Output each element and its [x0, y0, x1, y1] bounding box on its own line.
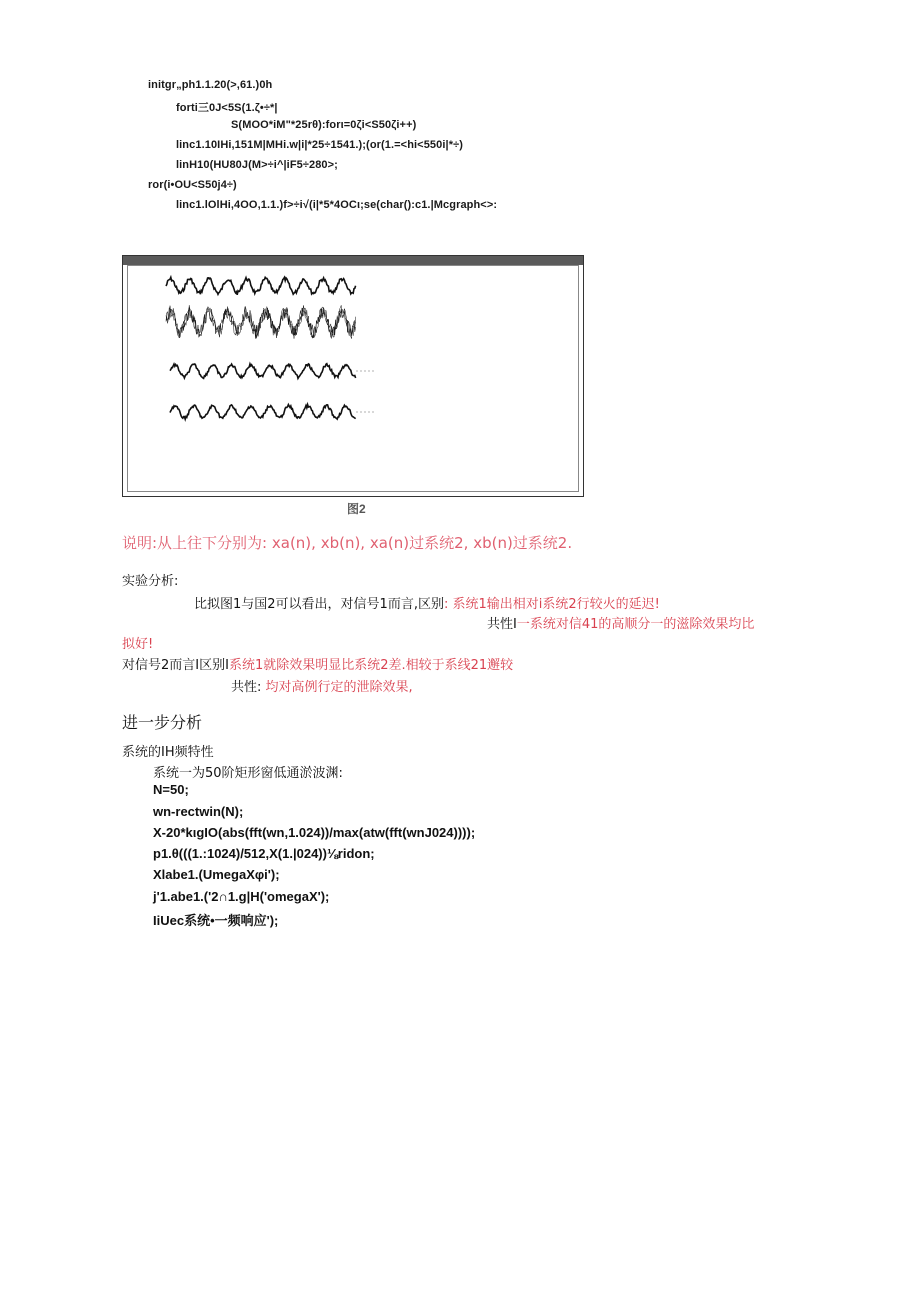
code-line-5: linH10(HU80J(M>÷i^|iF5÷280>;: [176, 159, 338, 171]
window-titlebar: [123, 256, 583, 265]
analysis-line-4: [122, 654, 513, 673]
code-line-3: S(MOO*iM"*25rθ):forι=0ζi<S50ζi++): [231, 119, 417, 131]
analysis-line-1: [194, 593, 660, 612]
matlab-line-3: X-20*kιgIO(abs(fft(wn,1.024))/max(atw(fft(wnJ024))));: [153, 825, 476, 840]
matlab-line-4: p1.θ(((1.:1024)/512,X(1.|024))⅛ridon;: [153, 846, 375, 861]
matlab-line-5: Xlabe1.(UmegaXφi');: [153, 867, 280, 882]
trace-xa-system2: [170, 364, 374, 379]
analysis-line-1-red: : 系统1输出相对i系统2行较火的延迟!: [443, 597, 660, 612]
matlab-line-7: IiUec系统•一频响应');: [153, 913, 279, 928]
analysis-line-5: [231, 676, 413, 695]
trace-xa-system2-line: [170, 364, 356, 379]
trace-xb: [166, 305, 356, 338]
code-line-6: ror(i•OU<S50j4÷): [148, 179, 237, 191]
analysis-line-5-red: 均对高例行定的泄除效果,: [265, 680, 413, 695]
figure-caption: 图2: [347, 502, 366, 516]
further-subheading: 系统的IH频特性: [122, 745, 214, 760]
code-line-2: forti三0J<5S(1.ζ•÷*|: [176, 102, 278, 114]
trace-xb-system2-line: [170, 405, 356, 420]
explanation-text: 说明:从上往下分别为: xa(n), xb(n), xa(n)过系统2, xb(n)过系统2.: [122, 534, 573, 552]
trace-xb-line: [166, 305, 356, 338]
analysis-line-1-black: 比拟图1与国2可以看出，对信号1而言,区别: [194, 597, 444, 612]
plot-area: [127, 265, 579, 492]
matlab-line-2: wn-rectwin(N);: [153, 804, 244, 819]
waveform-canvas: [128, 266, 580, 494]
matlab-line-6: j'1.abe1.('2∩1.g|H('omegaX');: [153, 889, 330, 904]
further-heading: 进一步分析: [122, 713, 203, 732]
analysis-line-5-black: 共性:: [231, 680, 262, 695]
analysis-heading: 实验分析:: [122, 574, 179, 589]
trace-xb-system2: [170, 405, 374, 420]
trace-xa-line: [166, 277, 356, 295]
further-desc: 系统一为50阶矩形窗低通淤波渊:: [153, 766, 343, 781]
analysis-line-3: 拟好!: [122, 637, 154, 652]
code-line-1: initgr„ph1.1.20(>,61.)0h: [148, 79, 273, 91]
code-line-4: linc1.10IHi,151M|MHi.w|i|*25÷1541.);(or(1.=<hi<550i|*÷): [176, 139, 463, 151]
analysis-line-4-red: 系统1就除效果明显比系统2差.相较于系线21邂较: [228, 658, 514, 673]
analysis-line-2: [487, 613, 754, 632]
code-line-7: linc1.lOlHi,4OO,1.1.)f>÷i√(i|*5*4OCι;se(char():c1.|Mcgraph<>:: [176, 199, 498, 211]
analysis-line-2-black: 共性I: [487, 617, 517, 632]
figure-window: [122, 255, 584, 497]
analysis-line-4-black: 对信号2而言I区别I: [122, 658, 229, 673]
matlab-line-1: N=50;: [153, 782, 189, 797]
analysis-line-2-red: 一系统对信41的高顺分一的滋除效果均比: [516, 617, 755, 632]
trace-xa: [166, 277, 356, 295]
